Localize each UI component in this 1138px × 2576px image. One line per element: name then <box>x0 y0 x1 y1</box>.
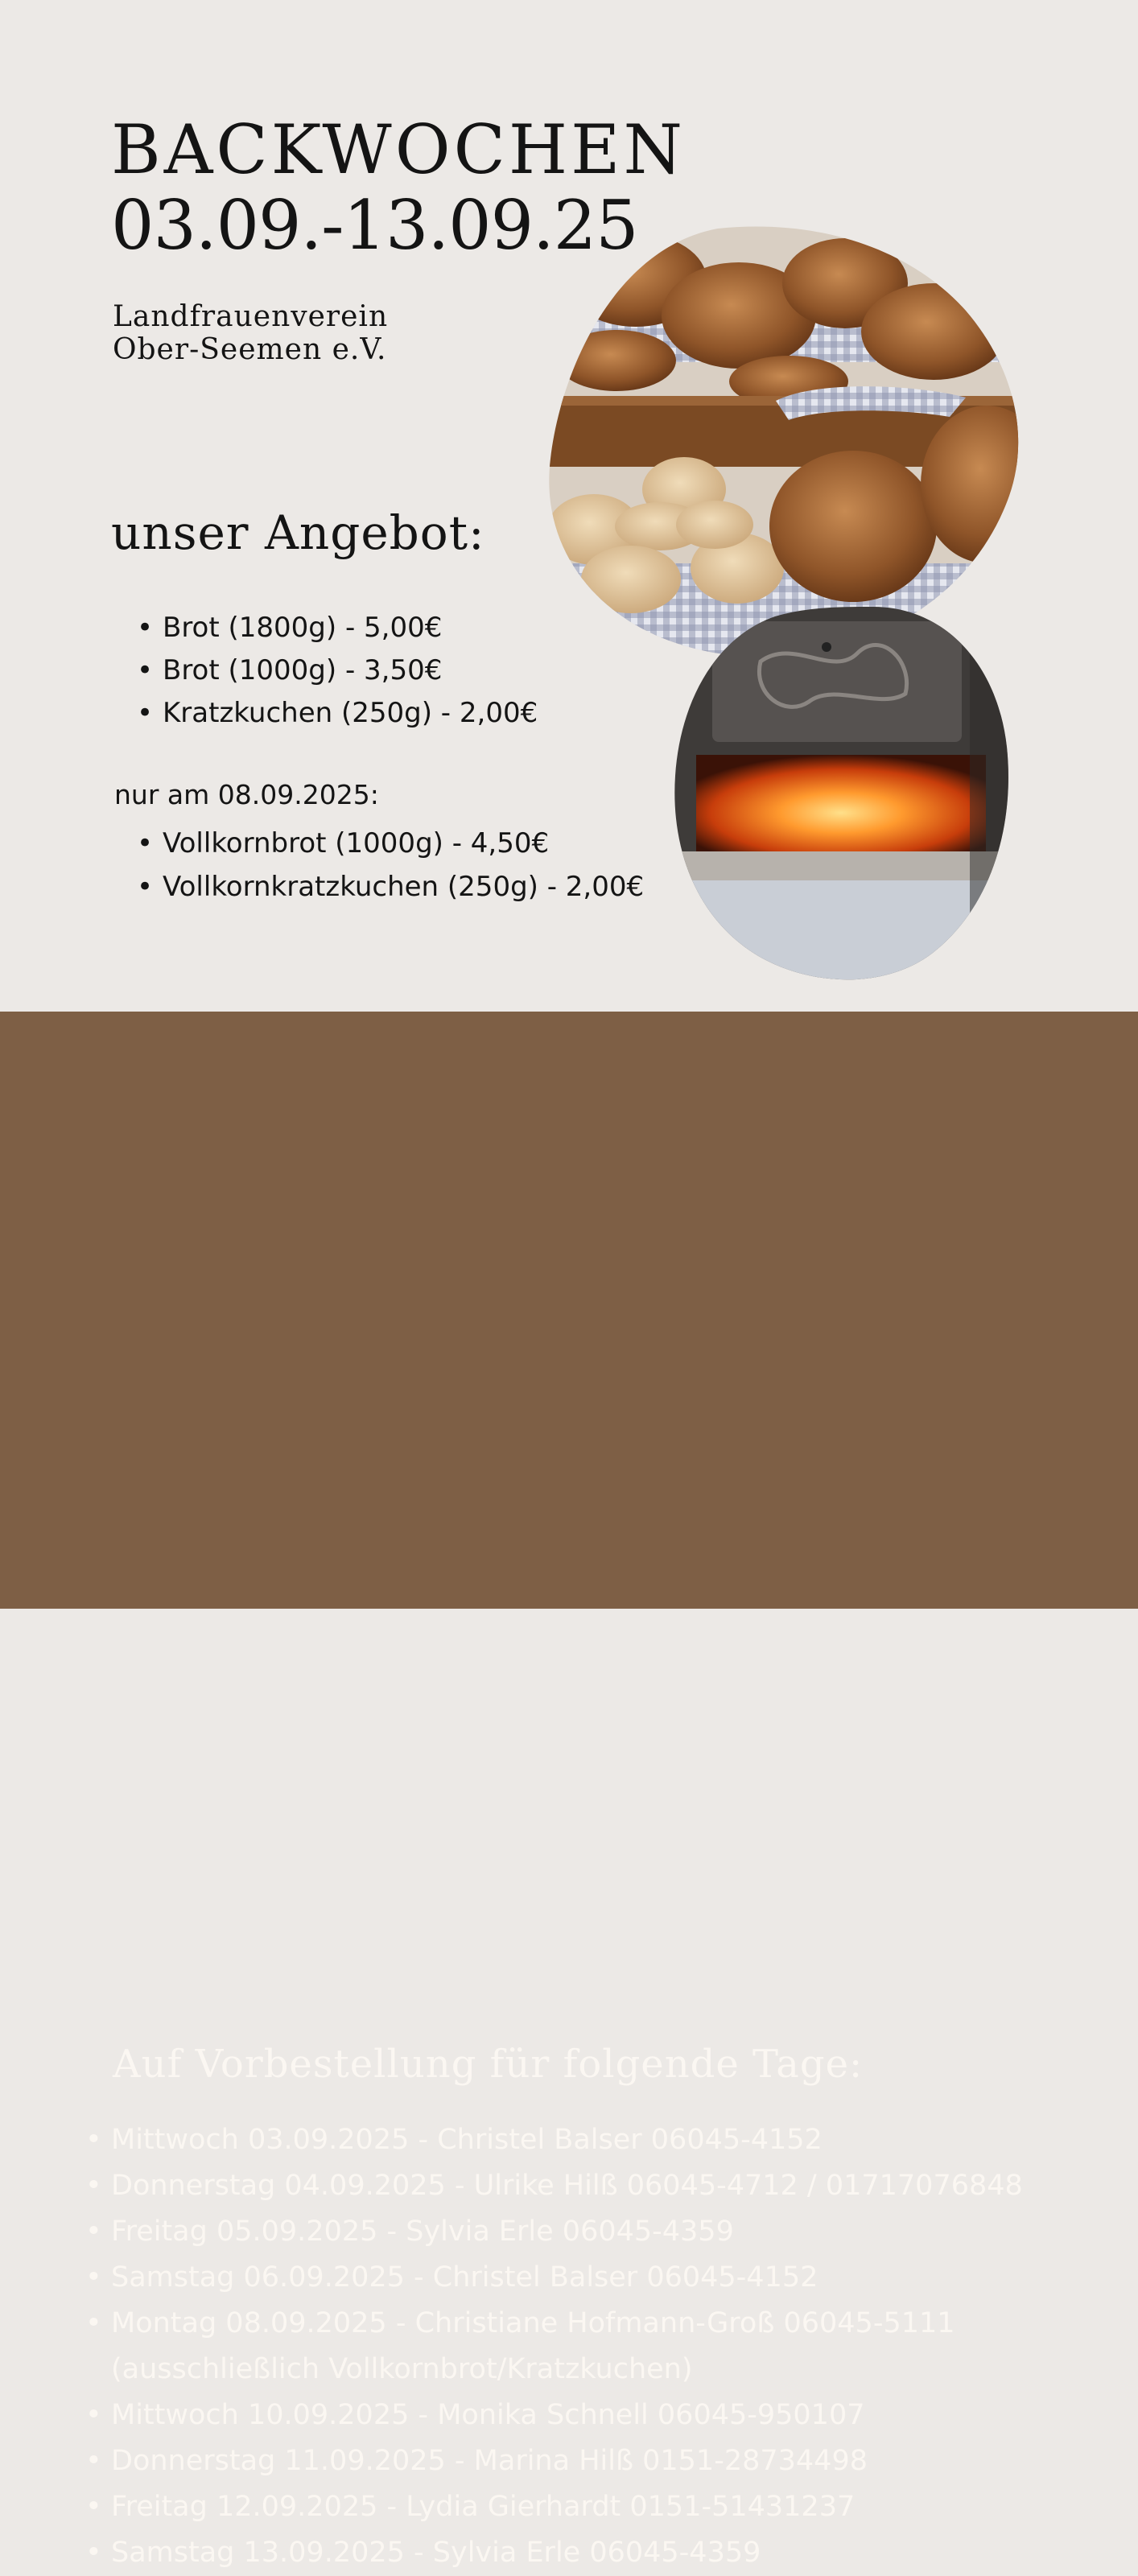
offer-item: • Brot (1800g) - 5,00€ <box>137 607 538 649</box>
offer-item: • Kratzkuchen (250g) - 2,00€ <box>137 692 538 735</box>
special-offer-label: nur am 08.09.2025: <box>114 779 379 810</box>
special-offer-item: • Vollkornkratzkuchen (250g) - 2,00€ <box>137 865 644 909</box>
preorder-day: • Freitag 12.09.2025 - Lydia Gierhardt 0151-51431237 <box>85 2484 1124 2530</box>
preorder-day: • Mittwoch 10.09.2025 - Monika Schnell 06045-950107 <box>85 2393 1124 2438</box>
preorder-day: • Samstag 13.09.2025 - Sylvia Erle 06045-4359 <box>85 2530 1124 2576</box>
preorder-heading: Auf Vorbestellung für folgende Tage: <box>113 2042 864 2087</box>
preorder-day: • Donnerstag 04.09.2025 - Ulrike Hilß 06045-4712 / 01717076848 <box>85 2163 1124 2209</box>
page-title: BACKWOCHEN <box>111 110 686 189</box>
offer-list <box>137 607 538 735</box>
special-offer-item: • Vollkornbrot (1000g) - 4,50€ <box>137 822 644 865</box>
upper-section <box>0 0 1138 1012</box>
preorder-note: (ausschließlich Vollkornbrot/Kratzkuchen) <box>111 2353 693 2385</box>
offer-item: • Brot (1000g) - 3,50€ <box>137 649 538 692</box>
offer-heading: unser Angebot: <box>111 505 485 560</box>
organization-line-1: Landfrauenverein <box>113 300 389 333</box>
preorder-day-monday <box>85 2301 1124 2393</box>
preorder-day: • Donnerstag 11.09.2025 - Marina Hilß 0151-28734498 <box>85 2438 1124 2484</box>
preorder-band <box>0 1012 1138 2569</box>
preorder-day-text: Montag 08.09.2025 - Christiane Hofmann-Groß 06045-5111 <box>111 2307 955 2339</box>
bread-photo <box>547 225 1019 660</box>
special-offer-list <box>137 822 644 909</box>
preorder-day: • Freitag 05.09.2025 - Sylvia Erle 06045-4359 <box>85 2209 1124 2255</box>
preorder-day: • Samstag 06.09.2025 - Christel Balser 06045-4152 <box>85 2255 1124 2301</box>
preorder-day: • Mittwoch 03.09.2025 - Christel Balser 06045-4152 <box>85 2117 1124 2163</box>
preorder-days-list <box>85 2117 1124 2576</box>
organization-name <box>113 300 388 367</box>
organization-line-2: Ober-Seemen e.V. <box>113 333 387 367</box>
event-dates: 03.09.-13.09.25 <box>111 186 638 265</box>
oven-photo <box>672 605 1010 980</box>
